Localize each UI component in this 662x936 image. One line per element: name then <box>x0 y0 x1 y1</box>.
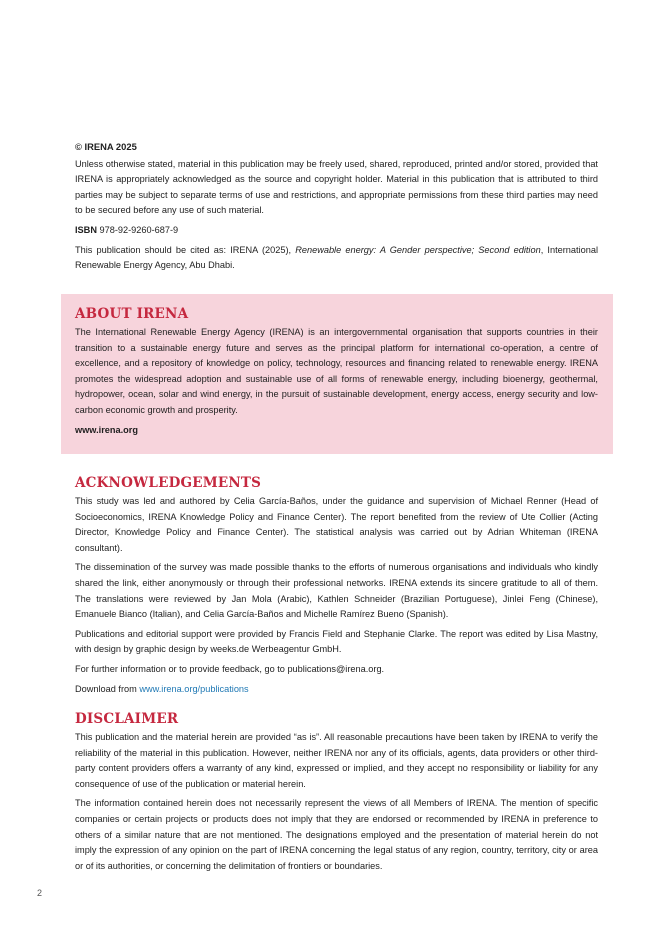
copyright-section <box>75 139 598 274</box>
disclaimer-section <box>75 710 598 874</box>
download-prefix: Download from <box>75 683 140 694</box>
acknowledgements-paragraph-4: For further information or to provide feedback, go to publications@irena.org. <box>75 663 385 674</box>
acknowledgements-section <box>75 474 598 697</box>
acknowledgements-paragraph-2: The dissemination of the survey was made possible thanks to the efforts of numerous organisations and individuals who kindly shared the link, either anonymously or through their professional networks. IRENA extends its sincere gratitude to all of them. The translations were reviewed by Jan Mola (Arabic), Kathlen Schneider (Brazilian Portuguese), Jinlei Feng (Chinese), Emanuele Bianco (Italian), and Celia García-Baños and Michelle Ramírez Bueno (Spanish). <box>75 562 598 620</box>
copyright-title: © IRENA 2025 <box>75 141 137 152</box>
disclaimer-paragraph-2: The information contained herein does not necessarily represent the views of all Members of IRENA. The mention of specific companies or certain projects or products does not imply that they are endorsed or recommended by IRENA in preference to others of a similar nature that are not mentioned. The designations employed and the presentation of material herein do not imply the expression of any opinion on the part of IRENA concerning the legal status of any region, country, territory, city or area or of its authorities, or concerning the delimitation of frontiers or boundaries. <box>75 798 598 871</box>
publications-link[interactable]: www.irena.org/publications <box>139 683 249 694</box>
citation-prefix: This publication should be cited as: IRENA (2025), <box>75 244 296 255</box>
about-irena-box <box>61 294 613 454</box>
page-number: 2 <box>37 888 43 898</box>
isbn-value: 978-92-9260-687-9 <box>96 224 179 235</box>
about-heading: ABOUT IRENA <box>75 306 189 322</box>
download-line <box>75 682 598 698</box>
copyright-body: Unless otherwise stated, material in this publication may be freely used, shared, reproduced, printed and/or stored, provided that IRENA is appropriately acknowledged as the source and copyright holder. Material in this publication that is attributed to third parties may be subject to separate terms of use and restrictions, and appropriate permissions from these third parties may need to be secured before any use of such material. <box>75 158 598 216</box>
about-body: The International Renewable Energy Agency (IRENA) is an intergovernmental organisation that supports countries in their transition to a sustainable energy future and serves as the principal platform for international co-operation, a centre of excellence, and a repository of knowledge on policy, technology, resources and financing related to renewable energy. IRENA promotes the widespread adoption and sustainable use of all forms of renewable energy, including bioenergy, geothermal, hydropower, ocean, solar and wind energy, in the pursuit of sustainable development, energy access, energy security and low-carbon economic growth and prosperity. <box>75 327 598 415</box>
isbn-label: ISBN <box>75 224 97 235</box>
citation <box>75 243 598 274</box>
disclaimer-paragraph-1: This publication and the material herein are provided “as is”. All reasonable precautions have been taken by IRENA to verify the reliability of the material in this publication. However, neither IRENA nor any of its officials, agents, data providers or other third-party content providers offers a warranty of any kind, expressed or implied, and they accept no responsibility or liability for any consequence of use of the publication or material herein. <box>75 732 598 789</box>
irena-website-link[interactable]: www.irena.org <box>75 424 138 435</box>
acknowledgements-paragraph-3: Publications and editorial support were provided by Francis Field and Stephanie Clarke. The report was edited by Lisa Mastny, with design by graphic design by weeks.de Werbeagentur GmbH. <box>75 628 598 655</box>
citation-suffix: , International Renewable Energy Agency, Abu Dhabi. <box>75 244 598 271</box>
citation-title: Renewable energy: A Gender perspective; Second edition <box>295 244 541 255</box>
isbn-line <box>75 223 598 239</box>
acknowledgements-heading: ACKNOWLEDGEMENTS <box>75 475 262 491</box>
acknowledgements-paragraph-1: This study was led and authored by Celia García-Baños, under the guidance and supervision of Michael Renner (Head of Socioeconomics, IRENA Knowledge Policy and Finance Center). The report benefited from the review of Ute Collier (Acting Director, Knowledge Policy and Finance Center). The statistical analysis was carried out by Adrian Whiteman (IRENA consultant). <box>75 496 598 553</box>
disclaimer-heading: DISCLAIMER <box>75 711 179 727</box>
